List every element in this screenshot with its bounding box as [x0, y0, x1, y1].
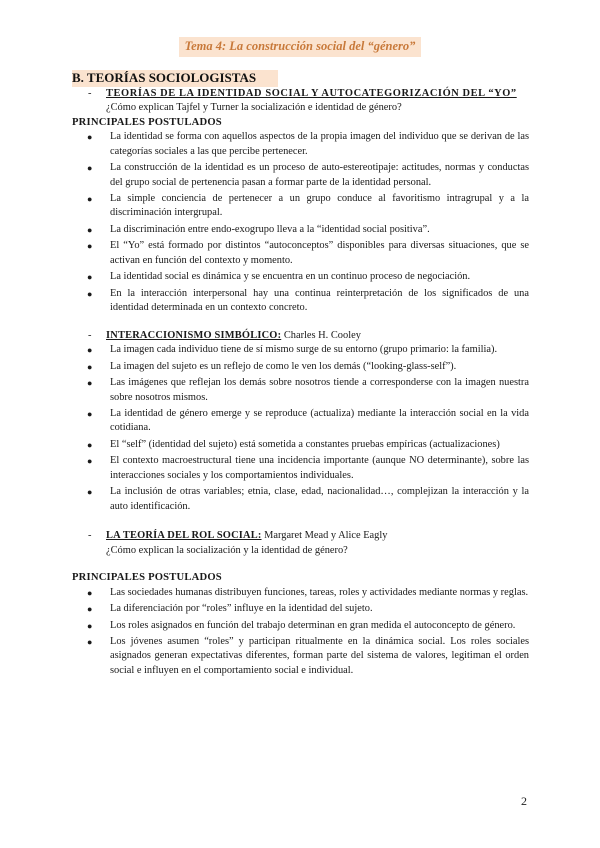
list-item-text: La inclusión de otras variables; etnia, clase, edad, nacionalidad…, complejizan la interacción y la auto identificación.: [110, 486, 529, 512]
bullet-icon: ●: [87, 163, 93, 174]
bullet-icon: ●: [87, 620, 93, 631]
list-item-text: El “Yo” está formado por distintos “autoconceptos” disponibles para diversas situaciones, que se activan en función del contexto y momento.: [110, 240, 529, 266]
list-item-text: La diferenciación por “roles” influye en la identidad del sujeto.: [110, 603, 373, 614]
bullet-icon: ●: [87, 272, 93, 283]
subsection-author: Margaret Mead y Alice Eagly: [261, 530, 388, 542]
dash-marker: -: [88, 88, 92, 99]
list-item: [72, 454, 529, 483]
list-item-text: La imagen cada individuo tiene de sí mismo surge de su entorno (grupo primario: la familia).: [110, 344, 498, 356]
bullet-icon: ●: [87, 587, 93, 598]
list-item-text: La identidad social es dinámica y se encuentra en un continuo proceso de negociación.: [110, 271, 471, 283]
list-item-text: La construcción de la identidad es un proceso de auto-estereotipaje: actitudes, normas y conductas del grupo social de pertenencia pasan a formar parte de la identidad personal.: [110, 162, 529, 188]
subsection-title: INTERACCIONISMO SIMBÓLICO:: [106, 329, 282, 341]
postulados-heading: PRINCIPALES POSTULADOS: [72, 116, 222, 128]
subsection-rol-social: [72, 529, 529, 543]
list-item: [72, 343, 529, 357]
interaccionismo-list: [72, 343, 529, 514]
list-item-text: En la interacción interpersonal hay una continua reinterpretación de los significados de una identidad determinada en un contexto concreto.: [110, 287, 529, 314]
list-item-text: La imagen del sujeto es un reflejo de como le ven los demás (“looking-glass-self”).: [110, 360, 457, 372]
subsection-title: TEORÍAS DE LA IDENTIDAD SOCIAL Y AUTOCATEGORIZACIÓN DEL “YO”: [106, 88, 517, 99]
bullet-icon: ●: [87, 194, 93, 205]
list-item-text: Las imágenes que reflejan los demás sobre nosotros tiende a corresponderse con la imagen nuestra sobre nosotros mismos.: [110, 377, 529, 403]
subsection-question: ¿Cómo explican Tajfel y Turner la socialización e identidad de género?: [106, 102, 402, 114]
list-item-text: La identidad se forma con aquellos aspectos de la propia imagen del individuo que se derivan de las categorías sociales a las que percibe pertenecer.: [110, 131, 529, 157]
list-item: [72, 619, 529, 633]
list-item: [72, 635, 529, 678]
header: [0, 37, 600, 57]
postulados-list: [72, 586, 529, 679]
list-item-text: La identidad de género emerge y se reproduce (actualiza) mediante la interacción social en la vida cotidiana.: [110, 408, 529, 434]
list-item: [72, 223, 529, 237]
list-item: [72, 270, 529, 284]
bullet-icon: ●: [87, 361, 93, 372]
page-title: Tema 4: La construcción social del “género”: [179, 37, 422, 57]
list-item: [72, 586, 529, 600]
page-number: 2: [521, 794, 527, 808]
list-item-text: Los jóvenes asumen “roles” y participan ritualmente en la dinámica social. Los roles sociales asignados generan expectativas diferentes, forman parte del sistema de valores, legitiman el orden social e influyen en el comportamiento social e individual.: [110, 636, 529, 676]
bullet-icon: ●: [87, 288, 93, 299]
bullet-icon: ●: [87, 345, 93, 356]
bullet-icon: ●: [87, 637, 93, 647]
list-item: [72, 287, 529, 316]
bullet-icon: ●: [87, 132, 93, 143]
bullet-icon: ●: [87, 604, 93, 614]
bullet-icon: ●: [87, 241, 93, 252]
dash-marker: -: [88, 329, 92, 341]
list-item: [72, 602, 529, 616]
list-item: [72, 485, 529, 514]
list-item: [72, 192, 529, 221]
subsection-author: Charles H. Cooley: [281, 329, 361, 341]
list-item: [72, 130, 529, 159]
list-item: [72, 407, 529, 436]
content-body: [72, 87, 529, 680]
list-item-text: Las sociedades humanas distribuyen funciones, tareas, roles y actividades mediante normas y reglas.: [110, 586, 529, 598]
dash-marker: -: [88, 530, 92, 542]
bullet-icon: ●: [87, 439, 93, 450]
list-item-text: La discriminación entre endo-exogrupo lleva a la “identidad social positiva”.: [110, 223, 430, 235]
list-item: [72, 438, 529, 452]
postulados-heading: PRINCIPALES POSTULADOS: [72, 572, 222, 584]
list-item: [72, 239, 529, 268]
list-item: [72, 161, 529, 190]
bullet-icon: ●: [87, 487, 93, 498]
subsection-interaccionismo: [72, 329, 529, 343]
bullet-icon: ●: [87, 456, 93, 467]
list-item-text: La simple conciencia de pertenecer a un grupo conduce al favoritismo intragrupal y a la discriminación intergrupal.: [110, 193, 529, 219]
section-heading: B. TEORÍAS SOCIOLOGISTAS: [72, 70, 278, 87]
subsection-title: LA TEORÍA DEL ROL SOCIAL:: [106, 530, 262, 542]
list-item: [72, 376, 529, 405]
subsection-question: ¿Cómo explican la socialización y la identidad de género?: [106, 544, 348, 556]
subsection-identidad-social: [72, 87, 529, 101]
bullet-icon: ●: [87, 409, 93, 420]
list-item-text: El “self” (identidad del sujeto) está sometida a constantes pruebas empíricas (actualizaciones): [110, 438, 500, 450]
postulados-list: [72, 130, 529, 315]
bullet-icon: ●: [87, 378, 93, 389]
list-item: [72, 360, 529, 374]
bullet-icon: ●: [87, 224, 93, 235]
list-item-text: Los roles asignados en función del trabajo determinan en gran medida el autoconcepto de género.: [110, 619, 516, 631]
list-item-text: El contexto macroestructural tiene una incidencia importante (aunque NO determinante), sobre las interacciones sociales y los comportamientos individuales.: [110, 455, 529, 481]
